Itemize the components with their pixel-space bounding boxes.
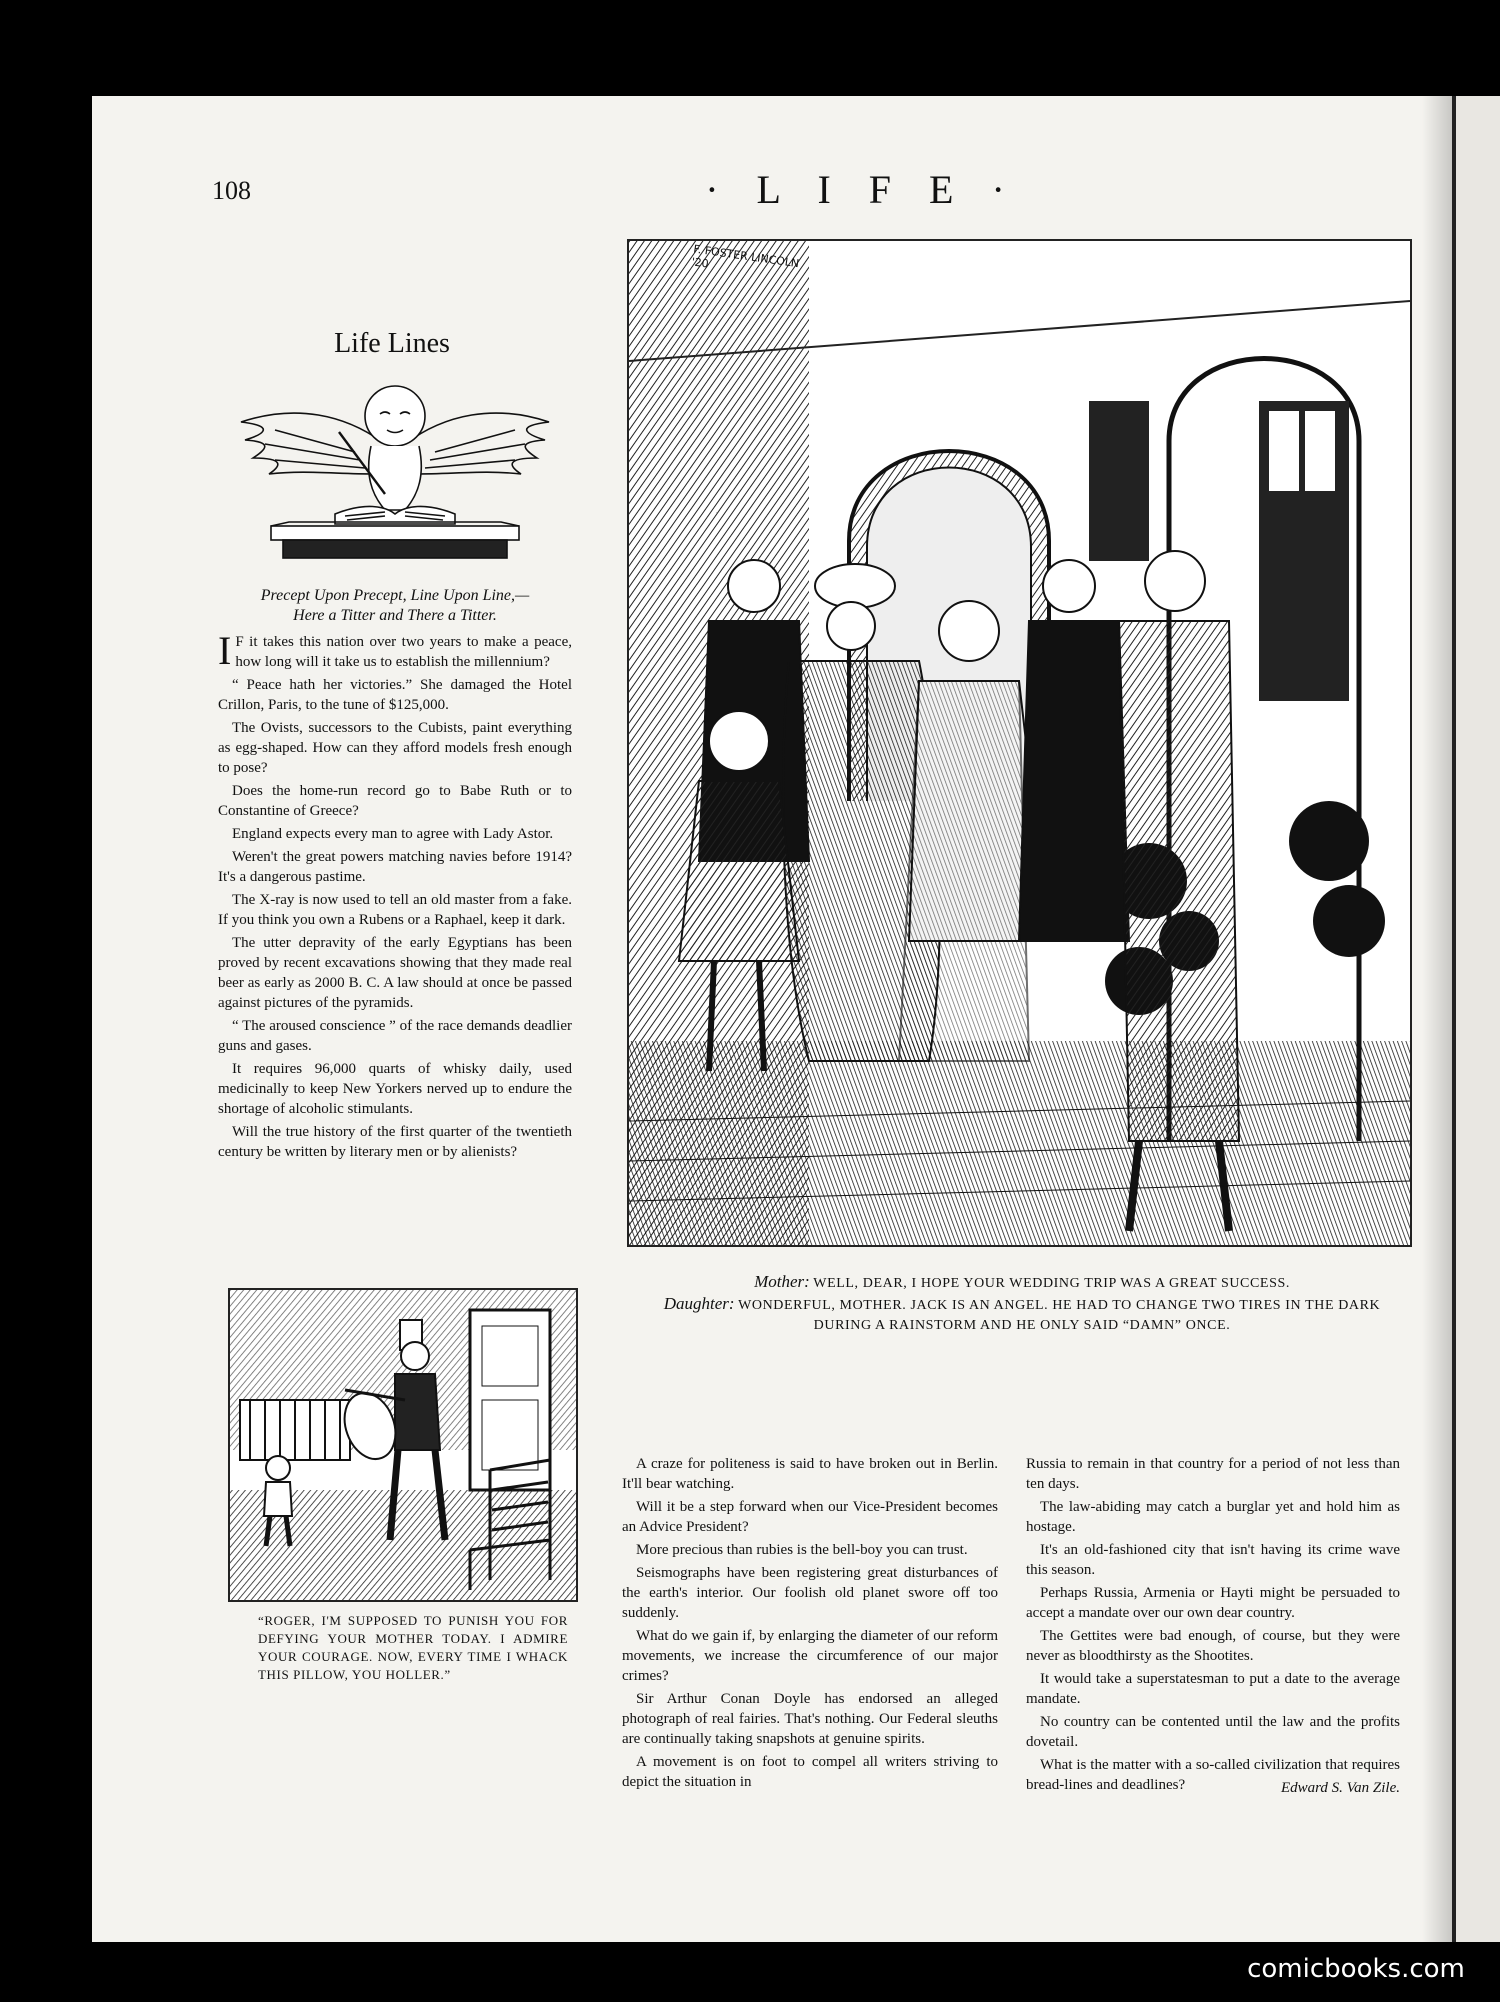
paragraph: No country can be contented until the law and the profits dovetail.: [1026, 1714, 1400, 1750]
paragraph: Will the true history of the first quarter of the twentieth century be written by literary men or by alienists?: [218, 1124, 572, 1160]
paragraph: The X-ray is now used to tell an old master from a fake. If you think you own a Rubens or a Raphael, keep it dark.: [218, 892, 572, 928]
column-title: Life Lines: [334, 328, 450, 359]
wedding-trip-illustration: [627, 239, 1412, 1247]
column-subtitle: [218, 586, 572, 626]
paragraph: [218, 628, 572, 673]
author-byline: Edward S. Van Zile.: [1280, 1780, 1400, 1796]
text-column-three: [1026, 1454, 1400, 1798]
next-page-edge: [1452, 96, 1500, 1942]
paragraph: England expects every man to agree with Lady Astor.: [232, 826, 554, 842]
masthead: · L I F E ·: [705, 167, 1019, 212]
paragraph: The Gettites were bad enough, of course, but they were never as bloodthirsty as the Shootites.: [1026, 1628, 1400, 1664]
life-lines-column: [218, 628, 572, 1165]
paragraph: A craze for politeness is said to have broken out in Berlin. It'll bear watching.: [622, 1456, 998, 1492]
subtitle-line: Precept Upon Precept, Line Upon Line,—: [260, 587, 530, 604]
paragraph: Seismographs have been registering great disturbances of the earth's interior. Our foolish old planet swore off too suddenly.: [622, 1565, 998, 1621]
paragraph: It's an old-fashioned city that isn't having its crime wave this season.: [1026, 1542, 1400, 1578]
wedding-caption: [652, 1272, 1392, 1336]
paragraph: What do we gain if, by enlarging the diameter of our reform movements, we increase the circumference of our major crimes?: [622, 1628, 998, 1684]
paragraph: Will it be a step forward when our Vice-President becomes an Advice President?: [622, 1499, 998, 1535]
paragraph: The Ovists, successors to the Cubists, paint everything as egg-shaped. How can they afford models fresh enough to pose?: [218, 720, 572, 776]
paragraph: It requires 96,000 quarts of whisky daily, used medicinally to keep New Yorkers nerved up to endure the shortage of alcoholic stimulants.: [218, 1061, 572, 1117]
cherub-vignette: [235, 374, 555, 570]
paragraph: The utter depravity of the early Egyptians has been proved by recent excavations showing that they made real beer as early as 2000 B. C. A law should at once be passed against pictures of the pyramids.: [218, 935, 572, 1011]
paragraph: More precious than rubies is the bell-boy you can trust.: [636, 1542, 968, 1558]
artist-signature: F. FOSTER LINCOLN '20: [690, 242, 800, 271]
dialogue-text: WONDERFUL, MOTHER. JACK IS AN ANGEL. HE HAD TO CHANGE TWO TIRES IN THE DARK DURING A RAINSTORM AND HE ONLY SAID “DAMN” ONCE.: [738, 1298, 1381, 1333]
dialogue-text: WELL, DEAR, I HOPE YOUR WEDDING TRIP WAS A GREAT SUCCESS.: [813, 1276, 1290, 1291]
pillow-caption: “ROGER, I'M SUPPOSED TO PUNISH YOU FOR DEFYING YOUR MOTHER TODAY. I ADMIRE YOUR COURAGE. NOW, EVERY TIME I WHACK THIS PILLOW, YOU HOLLER.”: [258, 1613, 568, 1682]
text-column-two: [622, 1454, 998, 1795]
paragraph: A movement is on foot to compel all writers striving to depict the situation in: [622, 1754, 998, 1790]
paragraph: The law-abiding may catch a burglar yet and hold him as hostage.: [1026, 1499, 1400, 1535]
paragraph: “ Peace hath her victories.” She damaged the Hotel Crillon, Paris, to the tune of $125,000.: [218, 677, 572, 713]
paragraph: Russia to remain in that country for a period of not less than ten days.: [1026, 1456, 1400, 1492]
paragraph: Sir Arthur Conan Doyle has endorsed an alleged photograph of real fairies. That's nothing. Our Federal sleuths are continually taking snapshots at genuine spirits.: [622, 1691, 998, 1747]
magazine-page: [92, 96, 1452, 1942]
caption-line-daughter: [652, 1294, 1392, 1336]
speaker-label: Mother:: [754, 1272, 810, 1291]
pillow-punishment-illustration: [228, 1288, 578, 1602]
speaker-label: Daughter:: [663, 1294, 735, 1313]
paragraph: Weren't the great powers matching navies before 1914? It's a dangerous pastime.: [218, 849, 572, 885]
site-watermark: comicbooks.com: [1247, 1954, 1465, 1984]
paragraph: “ The aroused conscience ” of the race demands deadlier guns and gases.: [218, 1018, 572, 1054]
paragraph-text: F it takes this nation over two years to make a peace, how long will it take us to establish the millennium?: [235, 634, 572, 670]
gutter-shadow: [1422, 96, 1452, 1942]
paragraph: Does the home-run record go to Babe Ruth or to Constantine of Greece?: [218, 783, 572, 819]
caption-line-mother: [652, 1272, 1392, 1294]
subtitle-line: Here a Titter and There a Titter.: [293, 607, 497, 624]
paragraph: Perhaps Russia, Armenia or Hayti might be persuaded to accept a mandate over our own dear country.: [1026, 1585, 1400, 1621]
paragraph: What is the matter with a so-called civilization that requires bread-lines and deadlines?: [1026, 1757, 1400, 1793]
page-number: 108: [212, 176, 251, 205]
paragraph: It would take a superstatesman to put a date to the average mandate.: [1026, 1671, 1400, 1707]
drop-cap: I: [218, 628, 232, 673]
